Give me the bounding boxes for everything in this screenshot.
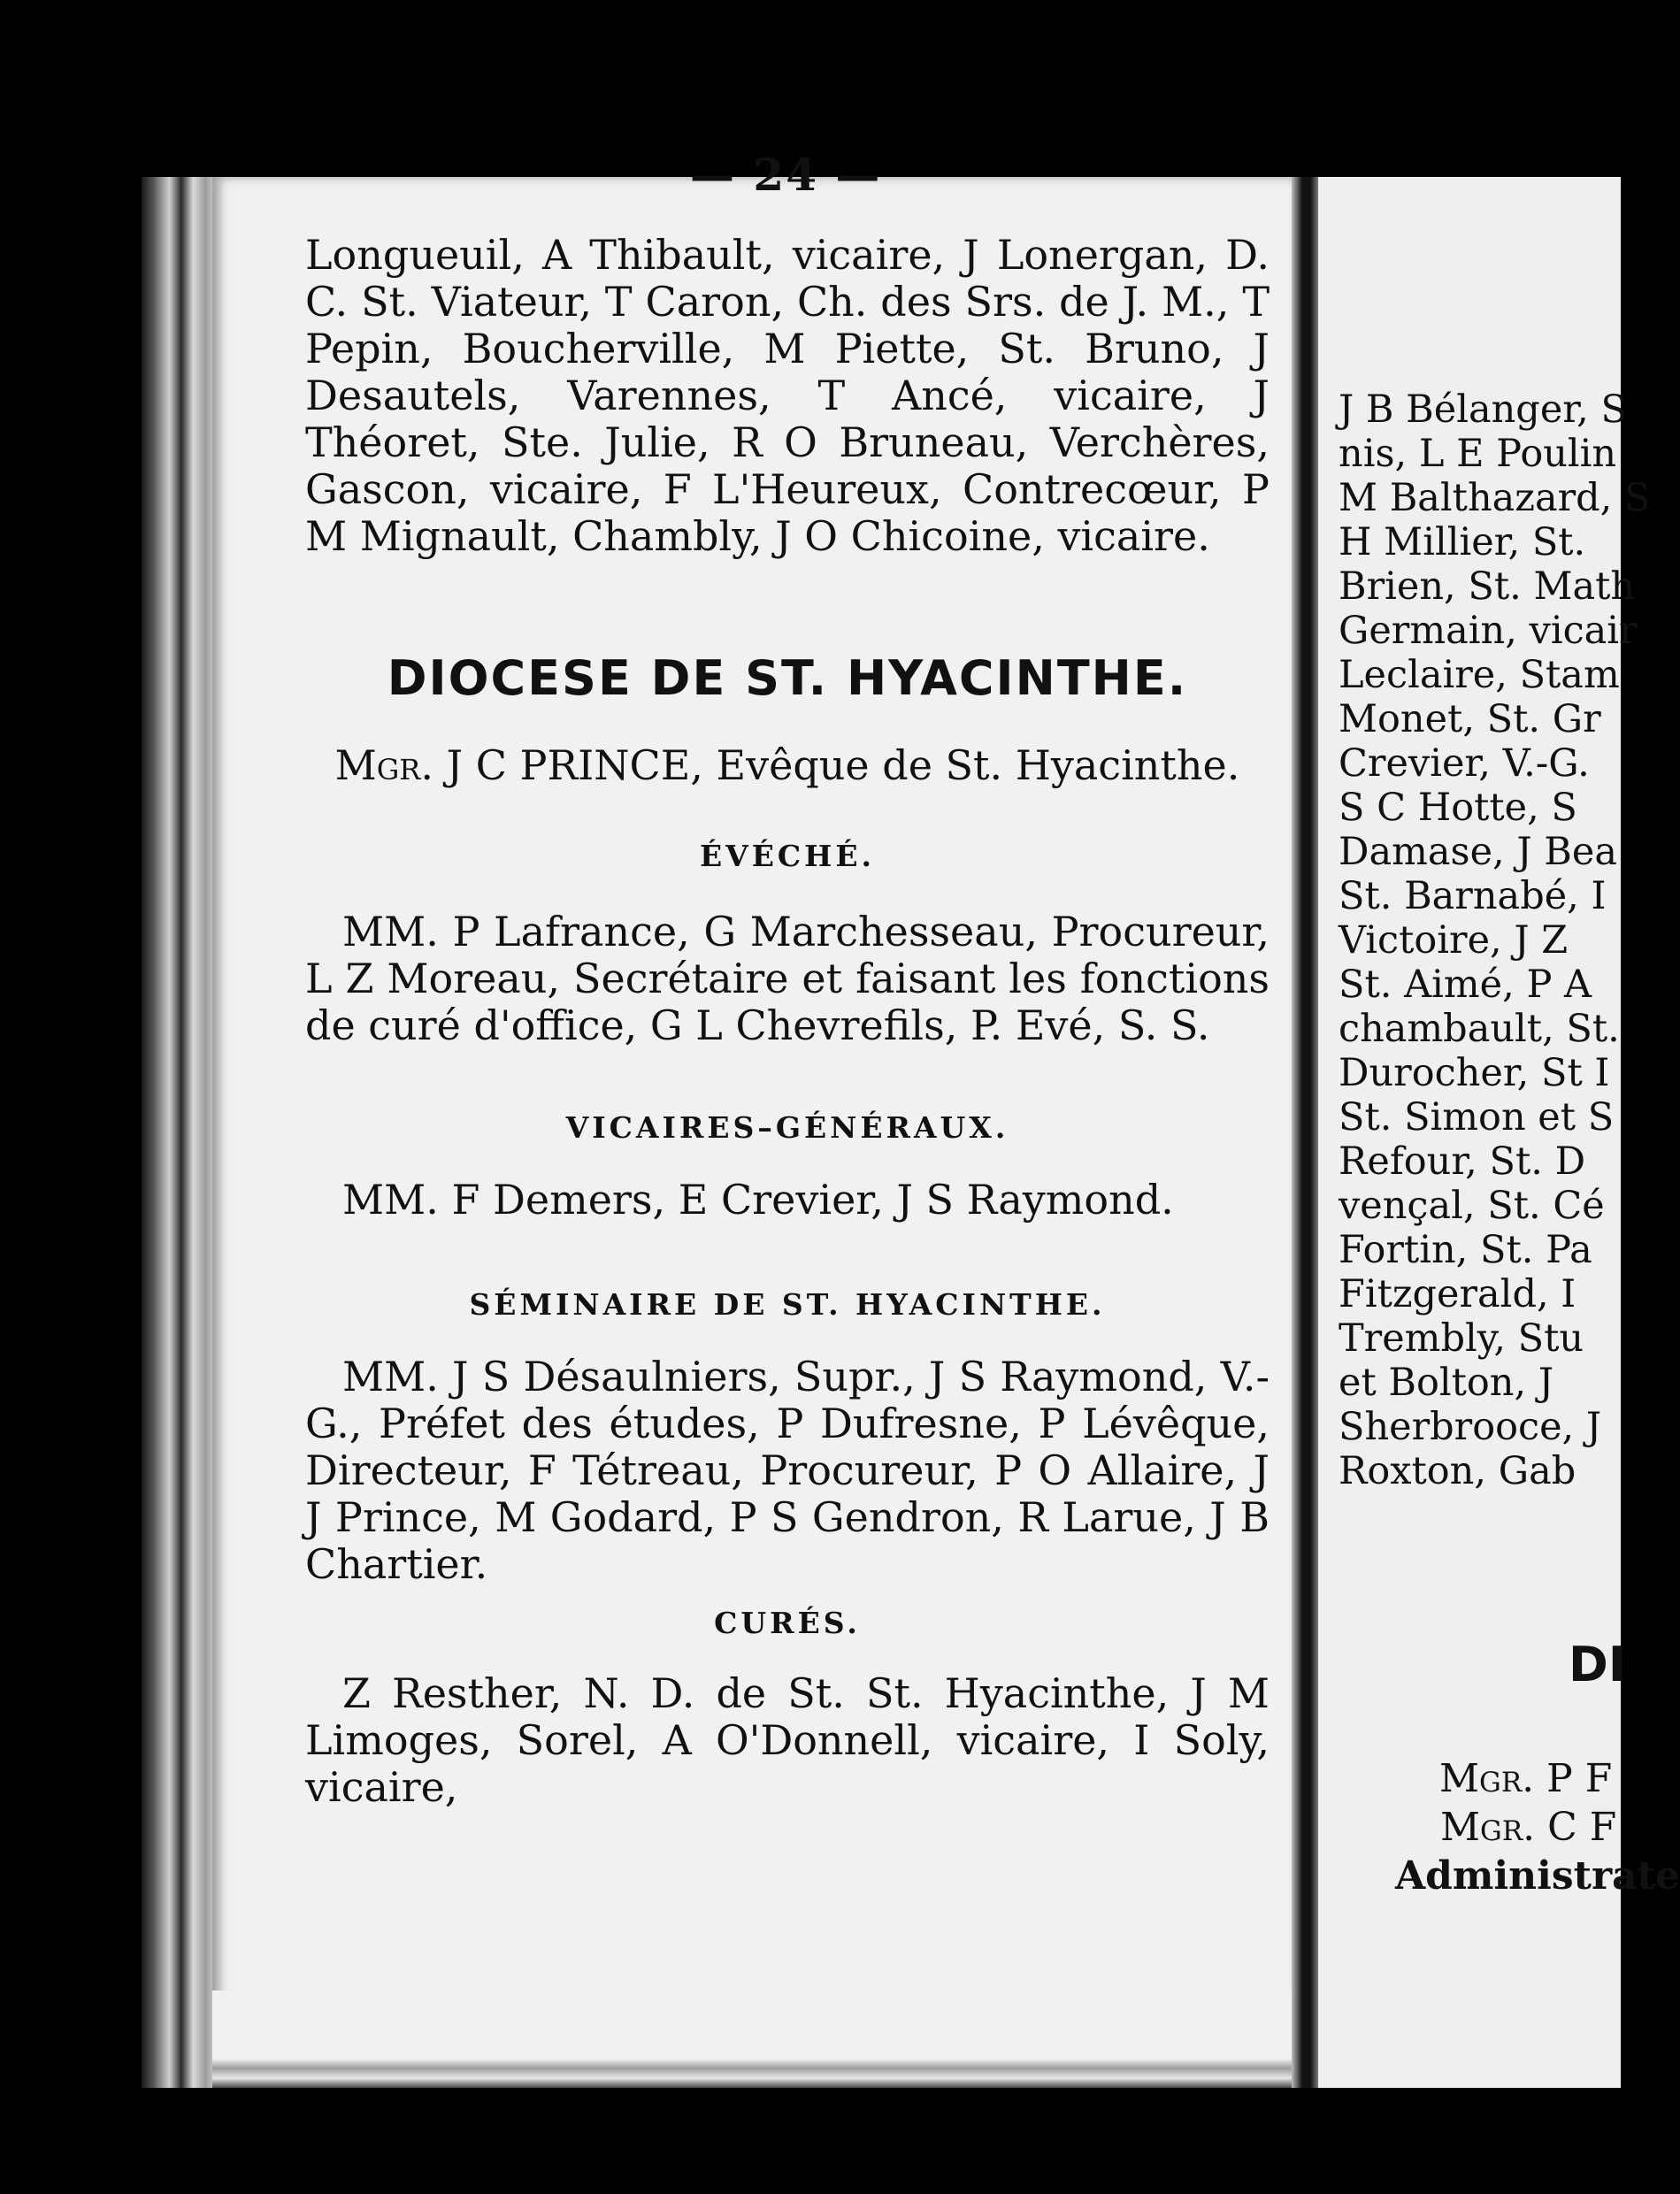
right-bishop-prefix-1: Mgr. <box>1439 1756 1535 1801</box>
bishop-title-prefix: Mgr. <box>334 741 434 789</box>
right-line: Sherbrooce, J <box>1339 1405 1602 1449</box>
right-line: vençal, St. Cé <box>1339 1184 1605 1228</box>
right-bishop-line-1 <box>1439 1756 1612 1801</box>
right-line: Fortin, St. Pa <box>1339 1228 1592 1272</box>
diocese-title: DIOCESE DE ST. HYACINTHE. <box>387 650 1188 706</box>
right-bishop-rest-2: C F <box>1535 1805 1617 1850</box>
right-bishop-prefix-2: Mgr. <box>1440 1805 1536 1850</box>
right-line: Durocher, St I <box>1339 1051 1610 1095</box>
right-line: Fitzgerald, I <box>1339 1272 1576 1316</box>
eveche-heading: ÉVÉCHÉ. <box>700 839 875 873</box>
seminaire-heading: SÉMINAIRE DE ST. HYACINTHE. <box>469 1287 1106 1322</box>
intro-paragraph: Longueuil, A Thibault, vicaire, J Lonergan, D. C. St. Viateur, T Caron, Ch. des Srs. de J. M., T Pepin, Boucherville, M Piette, St. Bruno, J Desautels, Varennes, T Ancé, vicaire, J Théoret, Ste. Julie, R O Bruneau, Verchères, Gascon, vicaire, F L'Heureux, Contrecœur, P M Mignault, Chambly, J O Chicoine, vicaire. <box>305 231 1270 560</box>
right-line: St. Simon et S <box>1339 1095 1615 1139</box>
right-line: Damase, J Bea <box>1339 830 1617 874</box>
right-line: Monet, St. Gr <box>1339 697 1601 741</box>
vicaires-paragraph: MM. F Demers, E Crevier, J S Raymond. <box>342 1176 1174 1224</box>
eveche-paragraph: MM. P Lafrance, G Marchesseau, Procureur, L Z Moreau, Secrétaire et faisant les fonctions de curé d'office, G L Chevrefils, P. Evé, S. S. <box>305 908 1270 1049</box>
right-page-heading: DI <box>1569 1637 1626 1692</box>
seminaire-paragraph: MM. J S Désaulniers, Supr., J S Raymond, V.-G., Préfet des études, P Dufresne, P Lévêque, Directeur, F Tétreau, Procureur, P O Allaire, J J Prince, M Godard, P S Gendron, R Larue, J B Chartier. <box>305 1353 1270 1588</box>
right-line: Trembly, Stu <box>1339 1316 1584 1361</box>
bishop-line <box>305 741 1270 789</box>
right-line: M Balthazard, S <box>1339 476 1651 520</box>
right-line: nis, L E Poulin <box>1339 432 1617 476</box>
right-line: Germain, vicair <box>1339 609 1638 653</box>
left-page-bottom-edge <box>212 1991 1292 2088</box>
right-line: St. Barnabé, I <box>1339 874 1607 918</box>
right-line: Brien, St. Math <box>1339 564 1636 609</box>
right-line: Leclaire, Stam <box>1339 653 1620 697</box>
right-page-text-lines <box>1339 387 1650 1493</box>
right-bishop-line-2 <box>1440 1805 1616 1850</box>
book-page-edges <box>142 177 221 2088</box>
page-number: — 24 — <box>690 149 882 201</box>
right-line: chambault, St. <box>1339 1007 1620 1051</box>
book-gutter <box>1292 177 1318 2088</box>
right-bishop-rest-1: P F <box>1534 1756 1613 1801</box>
right-line: Crevier, V.-G. <box>1339 741 1590 786</box>
right-line: H Millier, St. <box>1339 520 1586 564</box>
right-line: J B Bélanger, S <box>1339 387 1627 432</box>
bishop-name: J C PRINCE, Evêque de St. Hyacinthe. <box>433 741 1240 789</box>
right-line: Refour, St. D <box>1339 1139 1586 1184</box>
cures-heading: CURÉS. <box>714 1606 861 1640</box>
vicaires-heading: VICAIRES–GÉNÉRAUX. <box>565 1110 1009 1145</box>
right-line: Roxton, Gab <box>1339 1449 1576 1493</box>
right-line: S C Hotte, S <box>1339 786 1577 830</box>
right-line: et Bolton, J <box>1339 1361 1554 1405</box>
right-line: Victoire, J Z <box>1339 918 1569 963</box>
cures-paragraph: Z Resther, N. D. de St. St. Hyacinthe, J M Limoges, Sorel, A O'Donnell, vicaire, I Soly, vicaire, <box>305 1669 1270 1811</box>
right-line: St. Aimé, P A <box>1339 963 1592 1007</box>
right-administrator-line: Administrate <box>1395 1853 1680 1899</box>
